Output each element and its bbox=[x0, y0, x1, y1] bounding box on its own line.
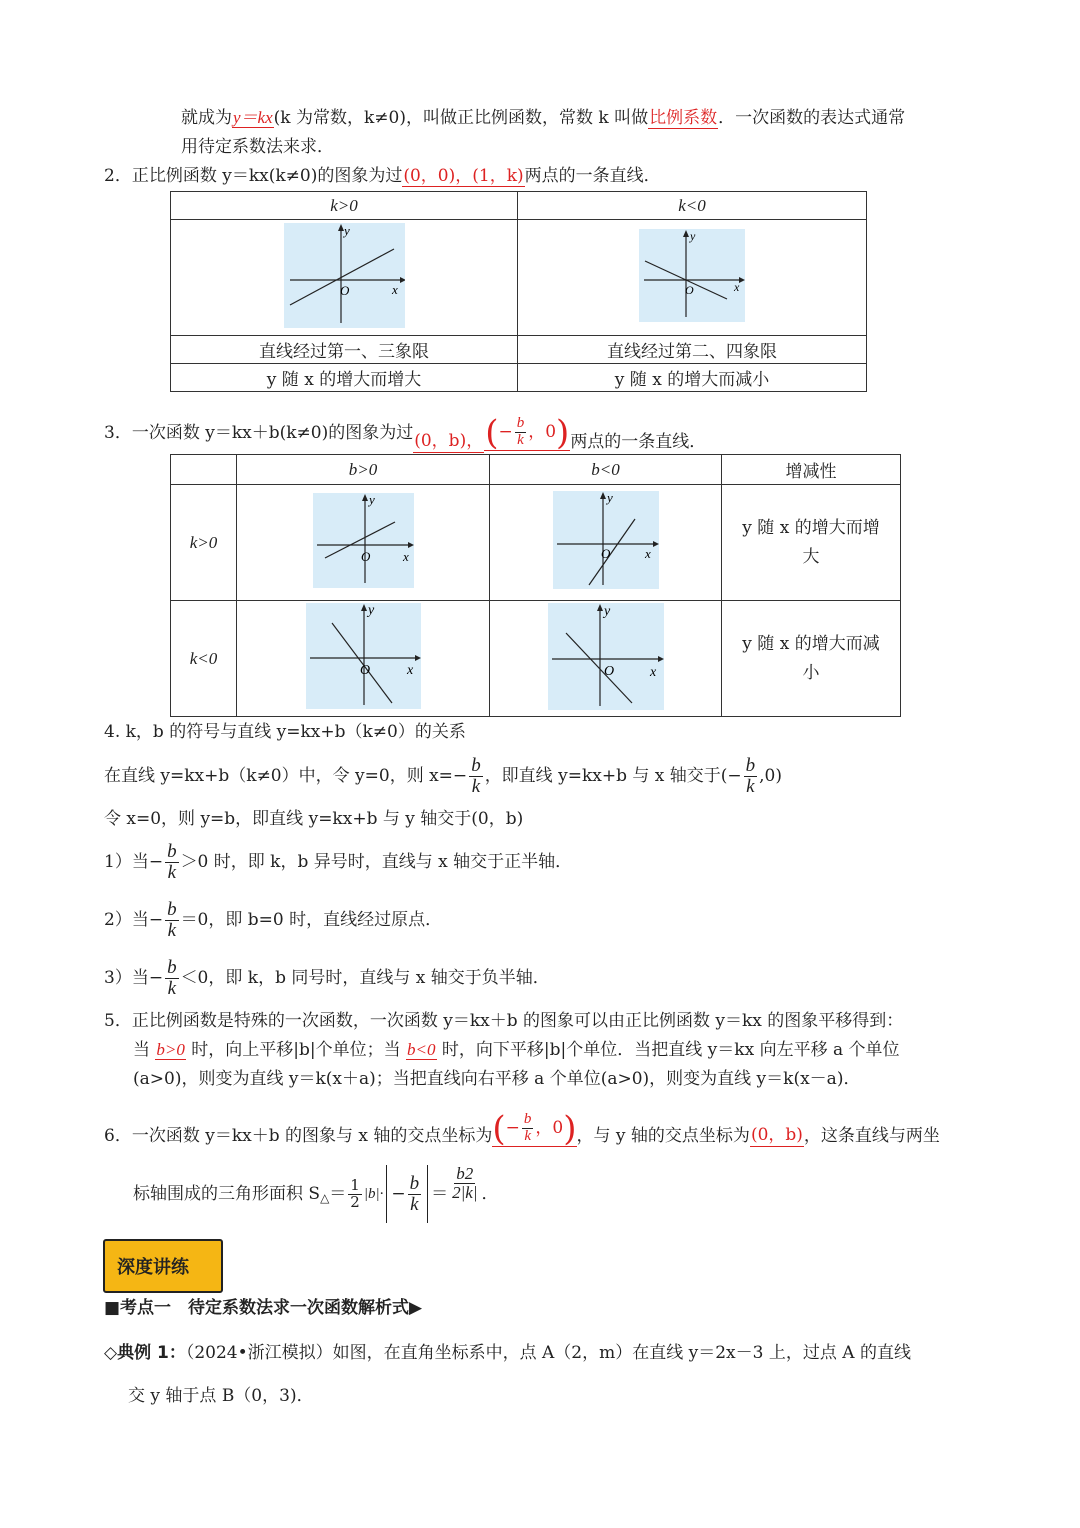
graph-cell bbox=[237, 601, 490, 717]
b-negative-blank: b<0 bbox=[407, 1040, 436, 1059]
text: 2．正比例函数 y＝kx(k≠0)的图象为过 bbox=[104, 166, 403, 186]
item-4-title: 4. k，b 的符号与直线 y=kx+b（k≠0）的关系 bbox=[104, 722, 466, 742]
y-label: y bbox=[343, 222, 350, 238]
num: b bbox=[523, 1111, 532, 1128]
text: ＝ bbox=[329, 1183, 347, 1204]
trend-up-cell bbox=[722, 485, 901, 601]
x-label: x bbox=[649, 664, 656, 680]
origin-label: O bbox=[600, 546, 610, 561]
item-6-line-2 bbox=[133, 1158, 499, 1230]
tail: ，0 bbox=[535, 1118, 564, 1139]
y-label: y bbox=[368, 492, 375, 507]
trend-k-negative: y 随 x 的增大而减小 bbox=[518, 364, 867, 392]
num: b bbox=[745, 754, 756, 776]
x-intercept-blank: ( − $\frac{b}{k}$ ，0 ) bbox=[492, 1108, 577, 1149]
text: 就成为 bbox=[181, 108, 232, 128]
num: b bbox=[167, 956, 177, 978]
den: k bbox=[167, 977, 177, 999]
example-label: ◇典例 1： bbox=[104, 1343, 186, 1363]
minus: − bbox=[391, 1183, 406, 1204]
text: 3．一次函数 y＝kx＋b(k≠0)的图象为过 bbox=[104, 422, 414, 443]
header-k-negative: k<0 bbox=[518, 192, 867, 220]
section-tag bbox=[103, 1239, 223, 1293]
topic-heading: ■考点一 待定系数法求一次函数解析式▶ bbox=[104, 1298, 423, 1318]
text: ，即直线 y=kx+b 与 x 轴交于(− bbox=[484, 765, 742, 786]
text: ＜0，即 k，b 同号时，直线与 x 轴交于负半轴． bbox=[180, 967, 550, 988]
trend-down-text: 小 bbox=[802, 662, 820, 683]
den: k bbox=[524, 1128, 531, 1144]
num: b bbox=[516, 415, 525, 432]
header-b-negative: b<0 bbox=[490, 455, 722, 485]
y-label: y bbox=[367, 603, 374, 618]
graph-cell bbox=[490, 485, 722, 601]
abs-fraction bbox=[386, 1165, 428, 1223]
x-label: x bbox=[391, 281, 398, 297]
text: ＝0，即 b=0 时，直线经过原点． bbox=[180, 909, 443, 930]
den: 2|k| bbox=[452, 1182, 478, 1202]
header-b-positive: b>0 bbox=[237, 455, 490, 485]
header-k-positive: k>0 bbox=[171, 192, 518, 220]
case-3 bbox=[104, 954, 550, 1002]
definition-line-2: 用待定系数法来求． bbox=[181, 137, 334, 157]
quadrant-k-negative: 直线经过第二、四象限 bbox=[518, 336, 867, 364]
origin-label: O bbox=[685, 282, 694, 297]
num: b2 bbox=[456, 1163, 474, 1183]
section-tag-label: 深度讲练 bbox=[117, 1257, 189, 1278]
text: 3）当− bbox=[104, 967, 164, 988]
text: ．一次函数的表达式通常 bbox=[718, 108, 906, 128]
item-4-line-1 bbox=[104, 752, 782, 800]
abs-b: |b|· bbox=[363, 1186, 384, 1202]
graph-k-positive bbox=[284, 223, 405, 328]
y-label: y bbox=[690, 228, 696, 243]
item-4-line-2: 令 x=0，则 y=b，即直线 y=kx+b 与 y 轴交于(0，b) bbox=[104, 809, 524, 829]
row-k-positive: k>0 bbox=[171, 485, 237, 601]
text: ． bbox=[481, 1183, 499, 1204]
text: 时，向下平移|b|个单位．当把直线 y＝kx 向左平移 a 个单位 bbox=[436, 1040, 900, 1060]
den: k bbox=[167, 861, 177, 883]
item-5-line-1: 5．正比例函数是特殊的一次函数，一次函数 y＝kx＋b 的图象可以由正比例函数 y＝kx 的图象平移得到： bbox=[104, 1011, 904, 1031]
origin-label: O bbox=[360, 548, 370, 564]
trend-up-text: 大 bbox=[802, 546, 820, 567]
text: 6．一次函数 y＝kx＋b 的图象与 x 轴的交点坐标为 bbox=[104, 1125, 493, 1146]
trend-up-text: y 随 x 的增大而增 bbox=[742, 518, 880, 539]
trend-down-text: y 随 x 的增大而减 bbox=[742, 634, 880, 655]
graph-kpos-bpos bbox=[313, 493, 414, 588]
trend-k-positive: y 随 x 的增大而增大 bbox=[171, 364, 518, 392]
text: ＝ bbox=[431, 1183, 449, 1204]
graph-kpos-bneg bbox=[553, 491, 659, 589]
text: ，与 y 轴的交点坐标为 bbox=[576, 1125, 750, 1146]
proportional-table bbox=[170, 191, 867, 392]
text: (k 为常数，k≠0)，叫做正比例函数，常数 k 叫做 bbox=[273, 108, 649, 128]
text: 当 bbox=[133, 1040, 156, 1060]
point-blank-1: (0，b)， bbox=[414, 431, 484, 452]
points-blank: (0，0)，(1，k) bbox=[403, 166, 524, 186]
item-6-line-1 bbox=[104, 1102, 940, 1156]
item-5-line-3: (a>0)，则变为直线 y＝k(x＋a)；当把直线向右平移 a 个单位(a>0)，则变为直线 y＝k(x－a)． bbox=[133, 1069, 861, 1089]
term-blank: 比例系数 bbox=[649, 108, 718, 128]
num: b bbox=[167, 840, 177, 862]
x-label: x bbox=[406, 663, 413, 678]
tail: ，0 bbox=[528, 422, 557, 443]
origin-label: O bbox=[359, 663, 370, 678]
item-3 bbox=[104, 408, 706, 458]
b-positive-blank: b>0 bbox=[156, 1040, 185, 1059]
num: b bbox=[471, 754, 481, 776]
den: k bbox=[167, 919, 177, 941]
num: 1 bbox=[350, 1175, 360, 1194]
y-label: y bbox=[606, 491, 613, 505]
text: （2024•浙江模拟）如图，在直角坐标系中，点 A（2，m）在直线 y＝2x－3 上，过点 A 的直线 bbox=[185, 1343, 911, 1363]
graph-k-negative bbox=[639, 229, 745, 322]
item-5-line-2 bbox=[133, 1040, 900, 1060]
graph-cell bbox=[237, 485, 490, 601]
text: 时，向上平移|b|个单位；当 bbox=[185, 1040, 407, 1060]
text: 标轴围成的三角形面积 S bbox=[133, 1183, 321, 1204]
trend-down-cell bbox=[722, 601, 901, 717]
num: b bbox=[409, 1172, 420, 1194]
graph-kneg-bneg bbox=[548, 603, 664, 710]
y-intercept-blank: (0，b) bbox=[750, 1125, 803, 1146]
x-label: x bbox=[734, 279, 740, 294]
quadrant-k-positive: 直线经过第一、三象限 bbox=[171, 336, 518, 364]
den: 2 bbox=[350, 1192, 360, 1211]
text: ,0) bbox=[759, 765, 782, 786]
text: ＞0 时，即 k，b 异号时，直线与 x 轴交于正半轴． bbox=[180, 851, 573, 872]
header-trend: 增减性 bbox=[722, 455, 901, 485]
x-label: x bbox=[402, 548, 409, 564]
graph-cell bbox=[518, 220, 867, 336]
minus: − bbox=[498, 422, 513, 443]
minus: − bbox=[505, 1118, 520, 1139]
num: b bbox=[167, 898, 177, 920]
item-2 bbox=[104, 166, 661, 186]
formula-blank: y＝kx bbox=[233, 108, 273, 127]
graph-cell bbox=[490, 601, 722, 717]
den: k bbox=[746, 775, 755, 797]
text: 1）当− bbox=[104, 851, 164, 872]
graph-cell bbox=[171, 220, 518, 336]
example-line-1 bbox=[104, 1343, 911, 1363]
text: ，这条直线与两坐 bbox=[803, 1125, 940, 1146]
text: 在直线 y=kx+b（k≠0）中，令 y=0，则 x=− bbox=[104, 765, 468, 786]
x-label: x bbox=[644, 546, 651, 561]
text: 两点的一条直线． bbox=[570, 431, 707, 452]
origin-label: O bbox=[339, 282, 349, 298]
case-2 bbox=[104, 896, 442, 944]
definition-line-1 bbox=[181, 108, 905, 128]
text: 2）当− bbox=[104, 909, 164, 930]
y-label: y bbox=[603, 603, 610, 619]
graph-kneg-bpos bbox=[306, 603, 421, 709]
row-k-negative: k<0 bbox=[171, 601, 237, 717]
origin-label: O bbox=[603, 663, 614, 679]
den: k bbox=[471, 775, 481, 797]
example-line-2: 交 y 轴于点 B（0，3)． bbox=[128, 1386, 314, 1406]
point-blank-2: ( − $\frac{b}{k}$ ，0 ) bbox=[485, 412, 570, 453]
case-1 bbox=[104, 838, 572, 886]
linear-table bbox=[170, 454, 901, 717]
text: 两点的一条直线． bbox=[524, 166, 661, 186]
den: k bbox=[410, 1193, 419, 1215]
triangle-sub: △ bbox=[320, 1190, 330, 1205]
den: k bbox=[517, 432, 524, 448]
